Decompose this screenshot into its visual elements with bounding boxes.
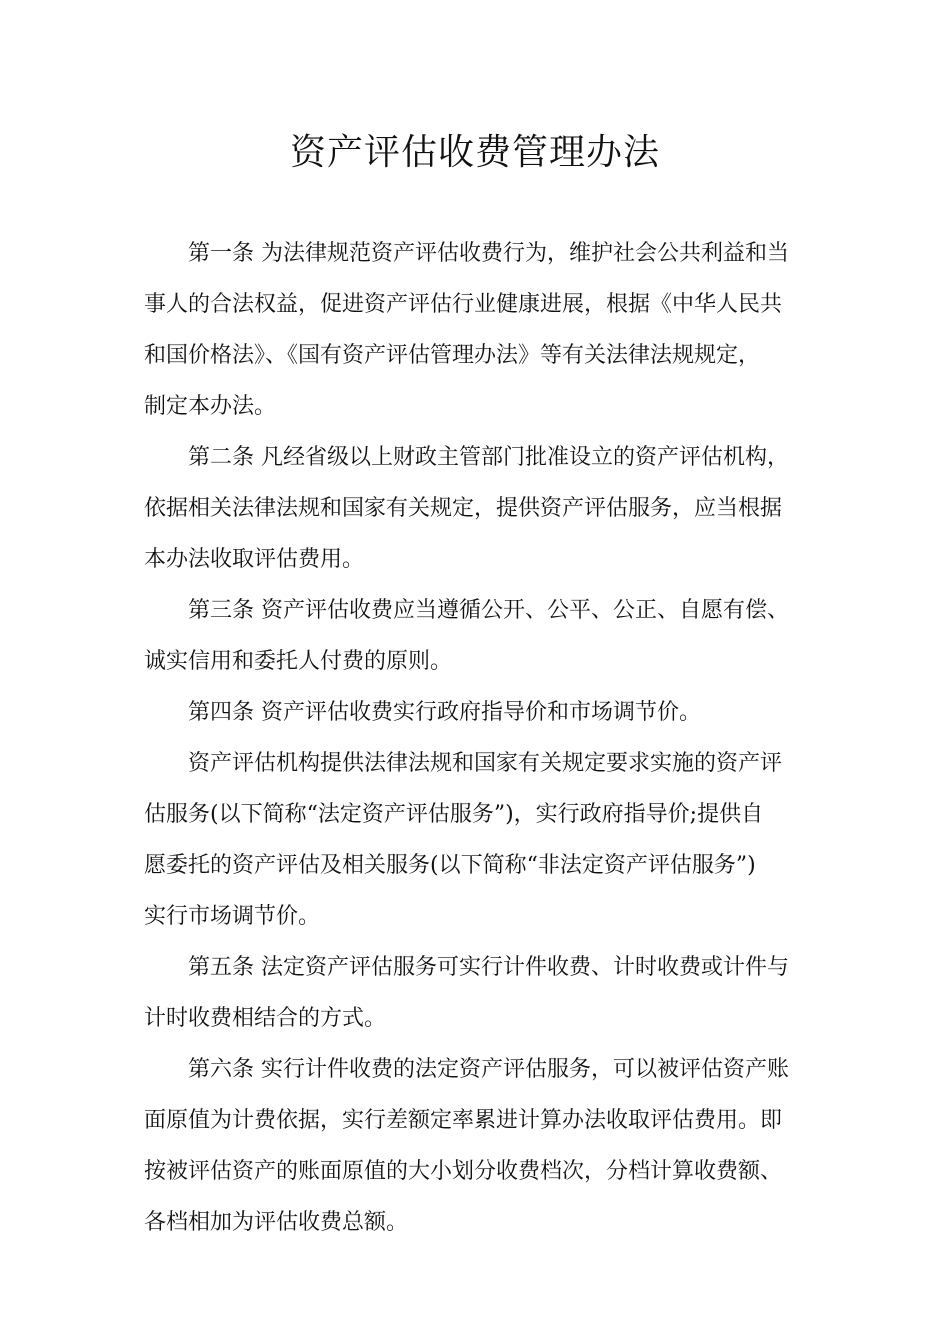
article-1-line-3: 和国价格法》、《国有资产评估管理办法》等有关法律法规规定， [144,343,761,368]
article-6-line-2: 面原值为计费依据，实行差额定率累进计算办法收取评估费用。即 [144,1108,783,1133]
article-5-line-2: 计时收费相结合的方式。 [144,1006,387,1031]
article-1-line-1: 第一条 为法律规范资产评估收费行为，维护社会公共利益和当 [188,241,789,266]
article-3-line-2: 诚实信用和委托人付费的原则。 [144,649,453,674]
article-4-para-2-line-1: 资产评估机构提供法律法规和国家有关规定要求实施的资产评 [188,751,783,776]
article-1-line-4: 制定本办法。 [144,394,277,419]
article-6-line-4: 各档相加为评估收费总额。 [144,1210,409,1235]
article-4-para-2-line-3: 愿委托的资产评估及相关服务(以下简称“非法定资产评估服务”) [144,853,756,878]
article-1-line-2: 事人的合法权益，促进资产评估行业健康进展，根据《中华人民共 [144,292,783,317]
document-title: 资产评估收费管理办法 [289,132,660,173]
article-2-line-1: 第二条 凡经省级以上财政主管部门批准设立的资产评估机构， [188,445,789,470]
article-2-line-2: 依据相关法律法规和国家有关规定，提供资产评估服务，应当根据 [144,496,783,521]
document-body [144,228,808,1248]
article-4-para-2-line-4: 实行市场调节价。 [144,904,321,929]
article-4-line-1: 第四条 资产评估收费实行政府指导价和市场调节价。 [188,700,701,725]
article-3-line-1: 第三条 资产评估收费应当遵循公开、公平、公正、自愿有偿、 [188,598,789,623]
article-5-line-1: 第五条 法定资产评估服务可实行计件收费、计时收费或计件与 [188,955,789,980]
article-6-line-3: 按被评估资产的账面原值的大小划分收费档次，分档计算收费额、 [144,1159,783,1184]
article-2-line-3: 本办法收取评估费用。 [144,547,365,572]
article-4-para-2-line-2: 估服务(以下简称“法定资产评估服务”)，实行政府指导价;提供自 [144,802,764,827]
article-6-line-1: 第六条 实行计件收费的法定资产评估服务，可以被评估资产账 [188,1057,789,1082]
